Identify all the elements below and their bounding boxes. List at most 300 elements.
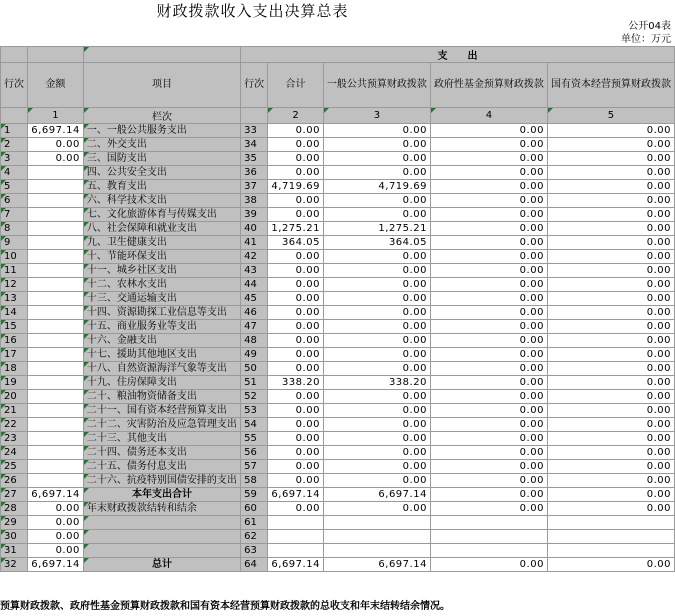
total-cell: 0.00 (268, 306, 324, 320)
table-row (1, 544, 675, 558)
item-cell (83, 544, 240, 558)
general-budget-cell (323, 530, 430, 544)
table-row (1, 418, 675, 432)
line-number: 29 (1, 516, 28, 530)
soe-budget-cell (547, 544, 674, 558)
general-budget-cell: 0.00 (323, 446, 430, 460)
item-cell: 七、文化旅游体育与传媒支出 (83, 208, 240, 222)
soe-budget-cell: 0.00 (547, 348, 674, 362)
line-number-2: 57 (241, 460, 268, 474)
header-spend: 支 出 (241, 47, 675, 63)
header-line-number-2: 行次 (241, 63, 268, 108)
soe-budget-cell (547, 516, 674, 530)
general-budget-cell: 338.20 (323, 376, 430, 390)
fund-budget-cell (430, 516, 547, 530)
fund-budget-cell: 0.00 (430, 236, 547, 250)
total-cell: 0.00 (268, 124, 324, 138)
general-budget-cell: 0.00 (323, 124, 430, 138)
item-cell: 六、科学技术支出 (83, 194, 240, 208)
line-number-2: 33 (241, 124, 268, 138)
amount-cell (28, 376, 84, 390)
total-cell: 1,275.21 (268, 222, 324, 236)
table-row (1, 264, 675, 278)
soe-budget-cell: 0.00 (547, 376, 674, 390)
item-cell: 十三、交通运输支出 (83, 292, 240, 306)
item-cell: 四、公共安全支出 (83, 166, 240, 180)
soe-budget-cell: 0.00 (547, 292, 674, 306)
general-budget-cell: 0.00 (323, 194, 430, 208)
total-cell: 0.00 (268, 292, 324, 306)
header-amount: 金额 (28, 63, 84, 108)
amount-cell: 0.00 (28, 138, 84, 152)
item-cell: 十六、金融支出 (83, 334, 240, 348)
soe-budget-cell: 0.00 (547, 362, 674, 376)
general-budget-cell: 0.00 (323, 474, 430, 488)
table-row (1, 558, 675, 572)
amount-cell (28, 348, 84, 362)
line-number-2: 38 (241, 194, 268, 208)
line-number: 10 (1, 250, 28, 264)
soe-budget-cell: 0.00 (547, 460, 674, 474)
total-cell: 0.00 (268, 404, 324, 418)
general-budget-cell: 0.00 (323, 404, 430, 418)
line-number-2: 60 (241, 502, 268, 516)
fund-budget-cell: 0.00 (430, 264, 547, 278)
soe-budget-cell: 0.00 (547, 250, 674, 264)
header-fund-budget: 政府性基金预算财政拨款 (430, 63, 547, 108)
amount-cell: 6,697.14 (28, 558, 84, 572)
index-item: 栏次 (83, 108, 240, 124)
soe-budget-cell: 0.00 (547, 558, 674, 572)
line-number-2: 40 (241, 222, 268, 236)
total-cell: 0.00 (268, 446, 324, 460)
amount-cell (28, 474, 84, 488)
general-budget-cell: 0.00 (323, 334, 430, 348)
header-general-budget: 一般公共预算财政拨款 (323, 63, 430, 108)
line-number: 8 (1, 222, 28, 236)
line-number: 2 (1, 138, 28, 152)
line-number-2: 46 (241, 306, 268, 320)
item-cell: 年末财政拨款结转和结余 (83, 502, 240, 516)
header-item: 项目 (83, 63, 240, 108)
item-cell: 一、一般公共服务支出 (83, 124, 240, 138)
soe-budget-cell: 0.00 (547, 502, 674, 516)
fund-budget-cell: 0.00 (430, 292, 547, 306)
table-row (1, 516, 675, 530)
soe-budget-cell: 0.00 (547, 222, 674, 236)
general-budget-cell: 1,275.21 (323, 222, 430, 236)
item-cell: 总计 (83, 558, 240, 572)
line-number: 5 (1, 180, 28, 194)
line-number-2: 50 (241, 362, 268, 376)
line-number: 31 (1, 544, 28, 558)
report-title: 财政拨款收入支出决算总表 (156, 2, 349, 20)
line-number-2: 42 (241, 250, 268, 264)
fund-budget-cell: 0.00 (430, 306, 547, 320)
line-number: 9 (1, 236, 28, 250)
table-row (1, 194, 675, 208)
item-cell: 十一、城乡社区支出 (83, 264, 240, 278)
soe-budget-cell: 0.00 (547, 488, 674, 502)
amount-cell (28, 334, 84, 348)
total-cell: 0.00 (268, 474, 324, 488)
line-number: 19 (1, 376, 28, 390)
amount-cell (28, 180, 84, 194)
line-number: 14 (1, 306, 28, 320)
line-number: 28 (1, 502, 28, 516)
fund-budget-cell: 0.00 (430, 404, 547, 418)
fund-budget-cell: 0.00 (430, 432, 547, 446)
amount-cell: 0.00 (28, 152, 84, 166)
table-row (1, 488, 675, 502)
amount-cell: 0.00 (28, 544, 84, 558)
general-budget-cell: 0.00 (323, 138, 430, 152)
line-number: 27 (1, 488, 28, 502)
line-number-2: 54 (241, 418, 268, 432)
total-cell: 0.00 (268, 390, 324, 404)
table-row (1, 236, 675, 250)
general-budget-cell: 0.00 (323, 362, 430, 376)
header-spend-row (1, 47, 675, 63)
table-row (1, 432, 675, 446)
item-cell: 三、国防支出 (83, 152, 240, 166)
total-cell: 4,719.69 (268, 180, 324, 194)
item-cell: 十五、商业服务业等支出 (83, 320, 240, 334)
line-number: 22 (1, 418, 28, 432)
line-number-2: 49 (241, 348, 268, 362)
table-row (1, 404, 675, 418)
item-cell (83, 530, 240, 544)
item-cell (83, 516, 240, 530)
total-cell (268, 544, 324, 558)
fund-budget-cell: 0.00 (430, 502, 547, 516)
line-number-2: 35 (241, 152, 268, 166)
fund-budget-cell: 0.00 (430, 390, 547, 404)
amount-cell (28, 292, 84, 306)
general-budget-cell: 0.00 (323, 208, 430, 222)
amount-cell (28, 418, 84, 432)
table-row (1, 362, 675, 376)
fund-budget-cell: 0.00 (430, 488, 547, 502)
soe-budget-cell: 0.00 (547, 306, 674, 320)
line-number-2: 63 (241, 544, 268, 558)
general-budget-cell: 0.00 (323, 250, 430, 264)
table-row (1, 320, 675, 334)
unit-label: 单位：万元 (621, 34, 671, 45)
soe-budget-cell: 0.00 (547, 474, 674, 488)
line-number: 7 (1, 208, 28, 222)
table-row (1, 348, 675, 362)
fund-budget-cell: 0.00 (430, 208, 547, 222)
soe-budget-cell: 0.00 (547, 418, 674, 432)
table-row (1, 208, 675, 222)
index-4: 4 (430, 108, 547, 124)
soe-budget-cell: 0.00 (547, 278, 674, 292)
fund-budget-cell: 0.00 (430, 376, 547, 390)
general-budget-cell: 6,697.14 (323, 558, 430, 572)
soe-budget-cell: 0.00 (547, 432, 674, 446)
total-cell (268, 530, 324, 544)
total-cell: 0.00 (268, 278, 324, 292)
table-row (1, 460, 675, 474)
fund-budget-cell: 0.00 (430, 334, 547, 348)
line-number-2: 53 (241, 404, 268, 418)
general-budget-cell (323, 544, 430, 558)
item-cell: 本年支出合计 (83, 488, 240, 502)
amount-cell: 0.00 (28, 502, 84, 516)
line-number: 20 (1, 390, 28, 404)
total-cell: 0.00 (268, 418, 324, 432)
header-total: 合计 (268, 63, 324, 108)
item-cell: 五、教育支出 (83, 180, 240, 194)
item-cell: 二十一、国有资本经营预算支出 (83, 404, 240, 418)
fund-budget-cell: 0.00 (430, 278, 547, 292)
amount-cell (28, 236, 84, 250)
total-cell: 364.05 (268, 236, 324, 250)
general-budget-cell: 0.00 (323, 292, 430, 306)
soe-budget-cell: 0.00 (547, 264, 674, 278)
general-budget-cell: 0.00 (323, 502, 430, 516)
fund-budget-cell: 0.00 (430, 460, 547, 474)
item-cell: 二、外交支出 (83, 138, 240, 152)
line-number: 4 (1, 166, 28, 180)
item-cell: 二十三、其他支出 (83, 432, 240, 446)
amount-cell (28, 250, 84, 264)
soe-budget-cell: 0.00 (547, 390, 674, 404)
line-number-2: 45 (241, 292, 268, 306)
line-number-2: 62 (241, 530, 268, 544)
amount-cell (28, 264, 84, 278)
line-number-2: 55 (241, 432, 268, 446)
amount-cell: 6,697.14 (28, 488, 84, 502)
total-cell: 0.00 (268, 194, 324, 208)
general-budget-cell: 0.00 (323, 432, 430, 446)
index-3: 3 (323, 108, 430, 124)
fund-budget-cell: 0.00 (430, 362, 547, 376)
line-number: 25 (1, 460, 28, 474)
line-number-2: 59 (241, 488, 268, 502)
item-cell: 二十四、债务还本支出 (83, 446, 240, 460)
amount-cell: 0.00 (28, 530, 84, 544)
index-5: 5 (547, 108, 674, 124)
table-row (1, 138, 675, 152)
general-budget-cell: 0.00 (323, 320, 430, 334)
soe-budget-cell: 0.00 (547, 334, 674, 348)
table-row (1, 222, 675, 236)
fund-budget-cell (430, 544, 547, 558)
item-cell: 二十五、债务付息支出 (83, 460, 240, 474)
fund-budget-cell: 0.00 (430, 348, 547, 362)
total-cell: 0.00 (268, 138, 324, 152)
table-row (1, 334, 675, 348)
header-line-number: 行次 (1, 63, 28, 108)
soe-budget-cell: 0.00 (547, 180, 674, 194)
item-cell: 十七、援助其他地区支出 (83, 348, 240, 362)
settlement-table (0, 46, 675, 572)
fund-budget-cell: 0.00 (430, 152, 547, 166)
fund-budget-cell: 0.00 (430, 166, 547, 180)
general-budget-cell: 0.00 (323, 264, 430, 278)
soe-budget-cell: 0.00 (547, 446, 674, 460)
soe-budget-cell: 0.00 (547, 124, 674, 138)
line-number-2: 36 (241, 166, 268, 180)
header-soe-budget: 国有资本经营预算财政拨款 (547, 63, 674, 108)
line-number-2: 39 (241, 208, 268, 222)
fund-budget-cell: 0.00 (430, 474, 547, 488)
general-budget-cell: 0.00 (323, 418, 430, 432)
table-row (1, 390, 675, 404)
line-number-2: 52 (241, 390, 268, 404)
total-cell: 0.00 (268, 348, 324, 362)
index-2: 2 (268, 108, 324, 124)
line-number-2: 43 (241, 264, 268, 278)
line-number: 26 (1, 474, 28, 488)
line-number-2: 47 (241, 320, 268, 334)
line-number-2: 37 (241, 180, 268, 194)
soe-budget-cell: 0.00 (547, 208, 674, 222)
total-cell: 338.20 (268, 376, 324, 390)
table-row (1, 124, 675, 138)
soe-budget-cell: 0.00 (547, 194, 674, 208)
fund-budget-cell: 0.00 (430, 446, 547, 460)
line-number-2: 41 (241, 236, 268, 250)
soe-budget-cell: 0.00 (547, 166, 674, 180)
line-number: 18 (1, 362, 28, 376)
amount-cell (28, 404, 84, 418)
general-budget-cell: 0.00 (323, 278, 430, 292)
table-row (1, 502, 675, 516)
line-number: 21 (1, 404, 28, 418)
line-number: 6 (1, 194, 28, 208)
line-number-2: 64 (241, 558, 268, 572)
index-1: 1 (28, 108, 84, 124)
fund-budget-cell: 0.00 (430, 194, 547, 208)
general-budget-cell: 0.00 (323, 390, 430, 404)
line-number-2: 34 (241, 138, 268, 152)
total-cell (268, 516, 324, 530)
general-budget-cell: 0.00 (323, 348, 430, 362)
total-cell: 0.00 (268, 432, 324, 446)
soe-budget-cell (547, 530, 674, 544)
total-cell: 0.00 (268, 152, 324, 166)
line-number: 12 (1, 278, 28, 292)
total-cell: 6,697.14 (268, 558, 324, 572)
line-number-2: 51 (241, 376, 268, 390)
line-number-2: 48 (241, 334, 268, 348)
amount-cell (28, 306, 84, 320)
general-budget-cell: 0.00 (323, 166, 430, 180)
total-cell: 0.00 (268, 502, 324, 516)
general-budget-cell: 0.00 (323, 152, 430, 166)
table-row (1, 292, 675, 306)
line-number-2: 44 (241, 278, 268, 292)
item-cell: 十八、自然资源海洋气象等支出 (83, 362, 240, 376)
amount-cell (28, 222, 84, 236)
amount-cell (28, 194, 84, 208)
fund-budget-cell: 0.00 (430, 320, 547, 334)
item-cell: 十、节能环保支出 (83, 250, 240, 264)
item-cell: 十二、农林水支出 (83, 278, 240, 292)
amount-cell (28, 446, 84, 460)
amount-cell: 6,697.14 (28, 124, 84, 138)
header-columns-row (1, 63, 675, 108)
item-cell: 二十、粮油物资储备支出 (83, 390, 240, 404)
header-index-row (1, 108, 675, 124)
table-row (1, 446, 675, 460)
total-cell: 0.00 (268, 250, 324, 264)
general-budget-cell: 0.00 (323, 306, 430, 320)
amount-cell (28, 362, 84, 376)
table-row (1, 306, 675, 320)
soe-budget-cell: 0.00 (547, 152, 674, 166)
general-budget-cell: 364.05 (323, 236, 430, 250)
total-cell: 0.00 (268, 362, 324, 376)
amount-cell (28, 208, 84, 222)
item-cell: 十九、住房保障支出 (83, 376, 240, 390)
line-number: 1 (1, 124, 28, 138)
line-number-2: 56 (241, 446, 268, 460)
footnote: 预算财政拨款、政府性基金预算财政拨款和国有资本经营预算财政拨款的总收支和年末结转结余情况。 (0, 601, 450, 612)
amount-cell (28, 390, 84, 404)
fund-budget-cell: 0.00 (430, 180, 547, 194)
item-cell: 九、卫生健康支出 (83, 236, 240, 250)
fund-budget-cell: 0.00 (430, 222, 547, 236)
total-cell: 0.00 (268, 166, 324, 180)
fund-budget-cell: 0.00 (430, 124, 547, 138)
general-budget-cell (323, 516, 430, 530)
table-row (1, 166, 675, 180)
general-budget-cell: 0.00 (323, 460, 430, 474)
line-number: 11 (1, 264, 28, 278)
total-cell: 0.00 (268, 320, 324, 334)
table-row (1, 278, 675, 292)
line-number: 16 (1, 334, 28, 348)
soe-budget-cell: 0.00 (547, 138, 674, 152)
fund-budget-cell: 0.00 (430, 138, 547, 152)
soe-budget-cell: 0.00 (547, 404, 674, 418)
soe-budget-cell: 0.00 (547, 236, 674, 250)
amount-cell (28, 320, 84, 334)
line-number: 23 (1, 432, 28, 446)
line-number: 24 (1, 446, 28, 460)
amount-cell (28, 432, 84, 446)
line-number: 17 (1, 348, 28, 362)
general-budget-cell: 6,697.14 (323, 488, 430, 502)
line-number: 15 (1, 320, 28, 334)
soe-budget-cell: 0.00 (547, 320, 674, 334)
total-cell: 6,697.14 (268, 488, 324, 502)
total-cell: 0.00 (268, 264, 324, 278)
amount-cell: 0.00 (28, 516, 84, 530)
total-cell: 0.00 (268, 208, 324, 222)
item-cell: 八、社会保障和就业支出 (83, 222, 240, 236)
table-row (1, 250, 675, 264)
table-row (1, 152, 675, 166)
table-row (1, 180, 675, 194)
amount-cell (28, 278, 84, 292)
fund-budget-cell: 0.00 (430, 250, 547, 264)
general-budget-cell: 4,719.69 (323, 180, 430, 194)
form-code: 公开04表 (628, 21, 671, 32)
amount-cell (28, 460, 84, 474)
item-cell: 十四、资源勘探工业信息等支出 (83, 306, 240, 320)
table-row (1, 530, 675, 544)
table-row (1, 474, 675, 488)
line-number: 30 (1, 530, 28, 544)
line-number: 3 (1, 152, 28, 166)
fund-budget-cell: 0.00 (430, 558, 547, 572)
fund-budget-cell: 0.00 (430, 418, 547, 432)
